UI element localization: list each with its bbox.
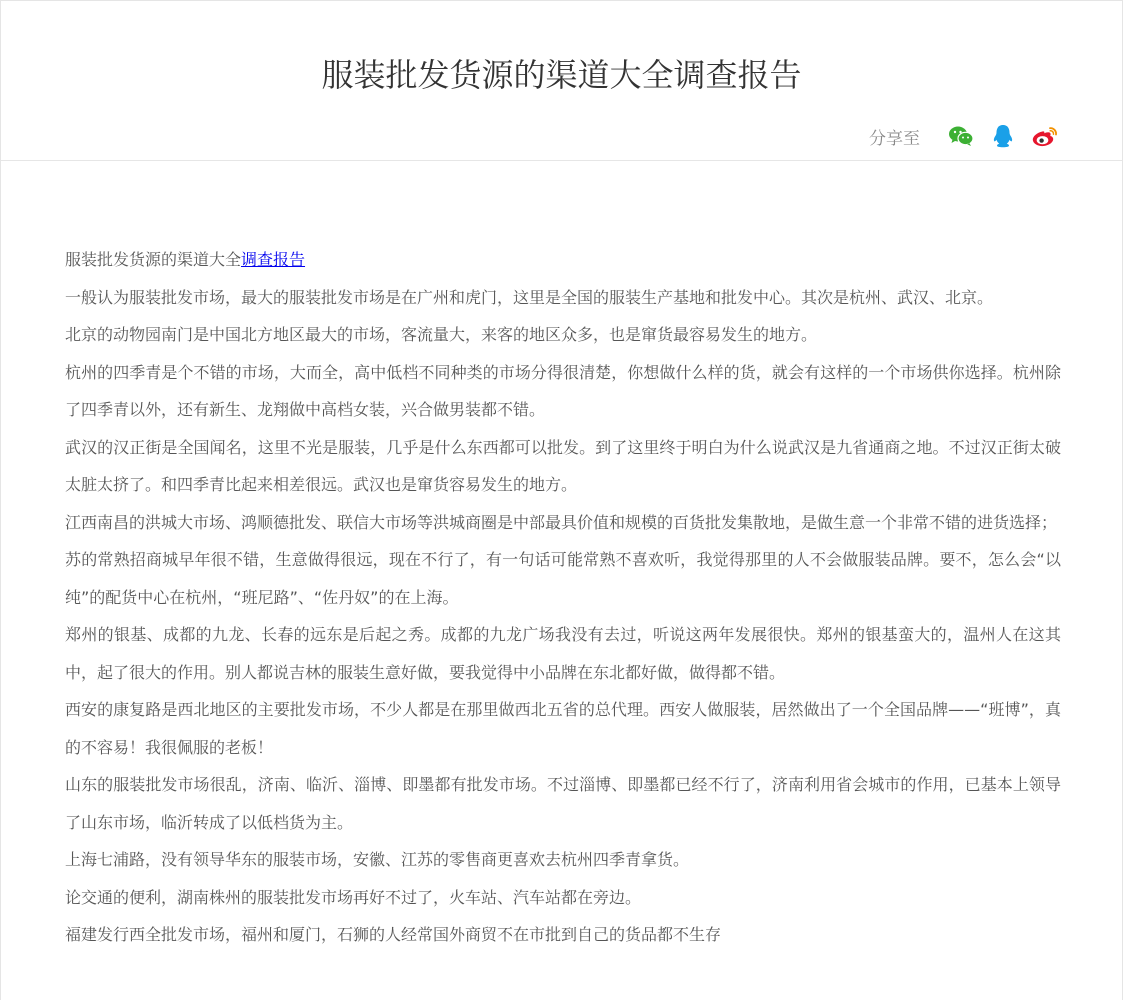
share-label: 分享至 [869,128,920,149]
article-paragraph: 山东的服装批发市场很乱，济南、临沂、淄博、即墨都有批发市场。不过淄博、即墨都已经不行了，济南利用省会城市的作用，已基本上领导了山东市场，临沂转成了以低档货为主。 [65,775,1061,832]
qq-icon[interactable] [988,121,1018,151]
share-bar [869,121,1060,151]
article-paragraph: 江西南昌的洪城大市场、鸿顺德批发、联信大市场等洪城商圈是中部最具价值和规模的百货批发集散地，是做生意一个非常不错的进货选择； [65,512,1058,532]
weibo-icon[interactable] [1030,121,1060,151]
article-subtitle [65,241,1061,279]
article-paragraph: 郑州的银基、成都的九龙、长春的远东是后起之秀。成都的九龙广场我没有去过，听说这两年发展很快。郑州的银基蛮大的，温州人在这其中，起了很大的作用。别人都说吉林的服装生意好做，要我觉得中小品牌在东北都好做，做得都不错。 [65,625,1061,682]
page-header [1,1,1122,161]
report-link[interactable]: 调查报告 [241,250,306,269]
article-paragraph: 一般认为服装批发市场，最大的服装批发市场是在广州和虎门，这里是全国的服装生产基地和批发中心。其次是杭州、武汉、北京。 [65,287,994,307]
article-paragraph: 北京的动物园南门是中国北方地区最大的市场，客流量大，来客的地区众多，也是窜货最容易发生的地方。 [65,325,818,344]
article-paragraph: 福建发行西全批发市场，福州和厦门，石狮的人经常国外商贸不在市批到自己的货品都不生存 [65,925,722,944]
wechat-icon[interactable] [946,121,976,151]
article-paragraph: 苏的常熟招商城早年很不错，生意做得很远，现在不行了，有一句话可能常熟不喜欢听，我觉得那里的人不会做服装品牌。要不，怎么会“以纯”的配货中心在杭州，“班尼路”、“佐丹奴”的在上海。 [65,550,1061,607]
page-title: 服装批发货源的渠道大全调查报告 [321,56,802,94]
article-paragraph: 上海七浦路，没有领导华东的服装市场，安徽、江苏的零售商更喜欢去杭州四季青拿货。 [65,850,690,869]
article-paragraph: 论交通的便利，湖南株州的服装批发市场再好不过了，火车站、汽车站都在旁边。 [65,887,642,907]
article-paragraph: 杭州的四季青是个不错的市场，大而全，高中低档不同种类的市场分得很清楚，你想做什么样的货，就会有这样的一个市场供你选择。杭州除了四季青以外，还有新生、龙翔做中高档女装，兴合做男装都不错。 [65,362,1061,419]
article-body [65,241,1061,954]
article-paragraph: 武汉的汉正街是全国闻名，这里不光是服装，几乎是什么东西都可以批发。到了这里终于明白为什么说武汉是九省通商之地。不过汉正街太破太脏太挤了。和四季青比起来相差很远。武汉也是窜货容易发生的地方。 [65,437,1061,494]
article-paragraph: 西安的康复路是西北地区的主要批发市场，不少人都是在那里做西北五省的总代理。西安人做服装，居然做出了一个全国品牌——“班博”，真的不容易！我很佩服的老板！ [65,700,1061,757]
article-subtitle-text: 服装批发货源的渠道大全 [65,250,242,269]
